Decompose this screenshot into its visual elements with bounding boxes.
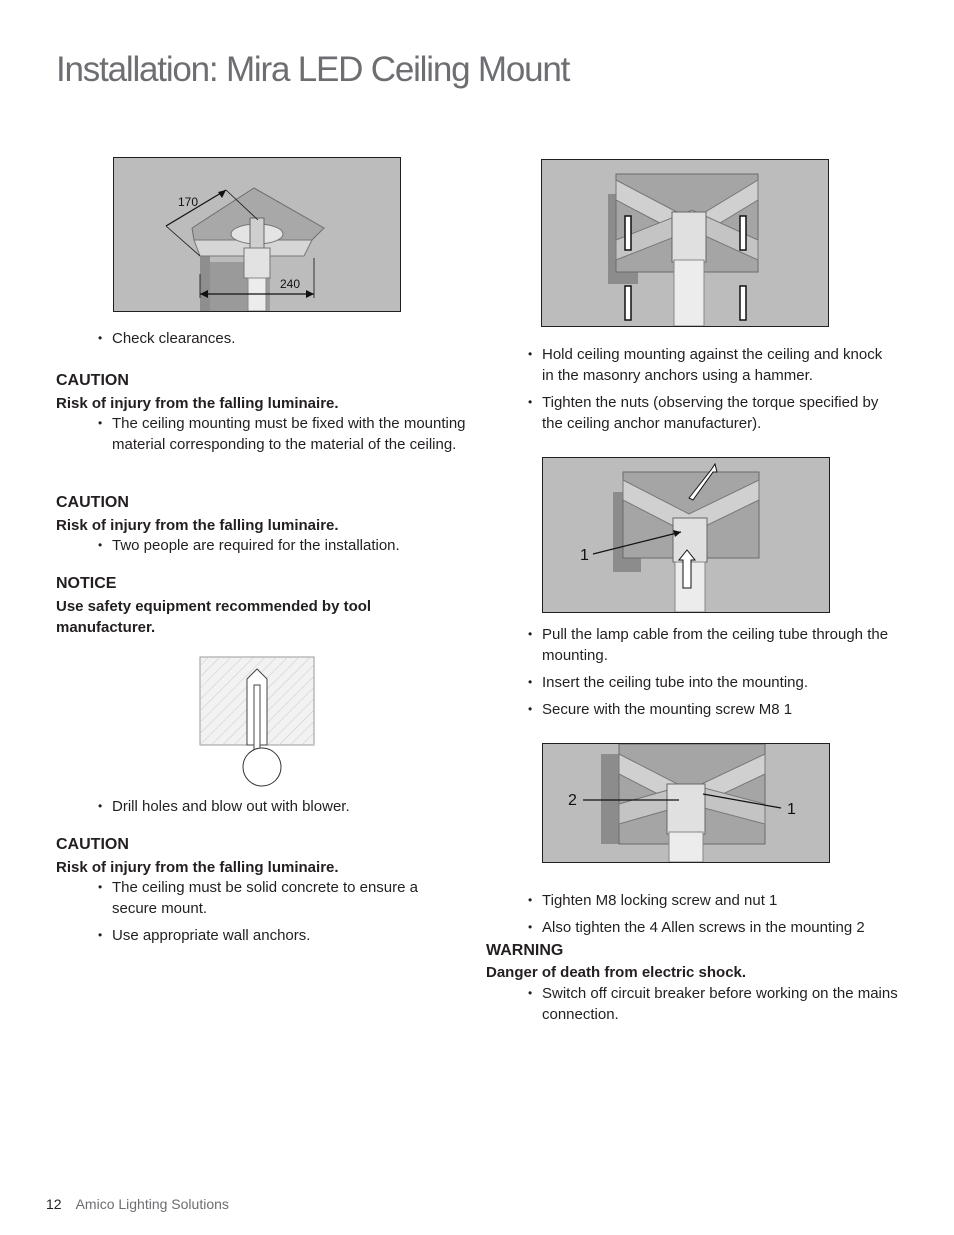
- callout-1-label: 1: [580, 547, 589, 564]
- list-item: • Switch off circuit breaker before working on the mains connection.: [528, 983, 898, 1025]
- list-item: • Pull the lamp cable from the ceiling tube through the mounting.: [528, 624, 898, 666]
- list-item: • Two people are required for the installation.: [98, 535, 468, 556]
- drill-hole-figure: [199, 655, 317, 791]
- callout-2-label: 2: [568, 792, 577, 809]
- dimension-240-label: 240: [280, 277, 301, 291]
- drill-bullets: [98, 796, 468, 823]
- list-item: • The ceiling mounting must be fixed with the mounting material corresponding to the material of the ceiling.: [98, 413, 468, 455]
- page-title: Installation: Mira LED Ceiling Mount: [56, 50, 570, 89]
- list-item: • Tighten M8 locking screw and nut 1: [528, 890, 908, 911]
- caution-heading: CAUTION: [56, 494, 129, 511]
- caution-heading: CAUTION: [56, 372, 129, 389]
- page-number: 12: [46, 1196, 62, 1212]
- caution-subhead: Risk of injury from the falling luminaire.: [56, 517, 339, 534]
- caution-bullets: [98, 877, 458, 952]
- list-item: • Also tighten the 4 Allen screws in the mounting 2: [528, 917, 908, 938]
- caution-heading: CAUTION: [56, 836, 129, 853]
- list-item: • The ceiling must be solid concrete to ensure a secure mount.: [98, 877, 458, 919]
- anchor-bullets: [528, 344, 898, 440]
- caution-bullets: [98, 413, 468, 461]
- list-item: • Secure with the mounting screw M8 1: [528, 699, 898, 720]
- anchor-figure: [541, 159, 829, 327]
- clearance-bullets: [98, 328, 458, 355]
- list-item: • Tighten the nuts (observing the torque specified by the ceiling anchor manufacturer).: [528, 392, 898, 434]
- clearance-figure: [113, 157, 401, 312]
- cable-bullets: [528, 624, 898, 726]
- callout-1-label: 1: [787, 801, 796, 818]
- notice-subhead: Use safety equipment recommended by tool manufacturer.: [56, 598, 372, 636]
- screw-figure: [542, 743, 830, 863]
- caution-subhead: Risk of injury from the falling luminaire.: [56, 859, 339, 876]
- dimension-170-label: 170: [178, 195, 199, 209]
- warning-subhead: Danger of death from electric shock.: [486, 964, 747, 981]
- list-item: • Drill holes and blow out with blower.: [98, 796, 468, 817]
- list-item: • Check clearances.: [98, 328, 458, 349]
- notice-heading: NOTICE: [56, 575, 117, 592]
- list-item: • Hold ceiling mounting against the ceiling and knock in the masonry anchors using a hammer.: [528, 344, 898, 386]
- tighten-bullets: [528, 890, 908, 944]
- page-footer: [46, 1196, 229, 1212]
- tube-insert-figure: [542, 457, 830, 613]
- list-item: • Use appropriate wall anchors.: [98, 925, 458, 946]
- warning-bullets: [528, 983, 898, 1031]
- caution-bullets: [98, 535, 468, 562]
- warning-heading: WARNING: [486, 942, 564, 959]
- list-item: • Insert the ceiling tube into the mounting.: [528, 672, 898, 693]
- footer-brand: Amico Lighting Solutions: [75, 1196, 229, 1212]
- caution-subhead: Risk of injury from the falling luminaire.: [56, 395, 339, 412]
